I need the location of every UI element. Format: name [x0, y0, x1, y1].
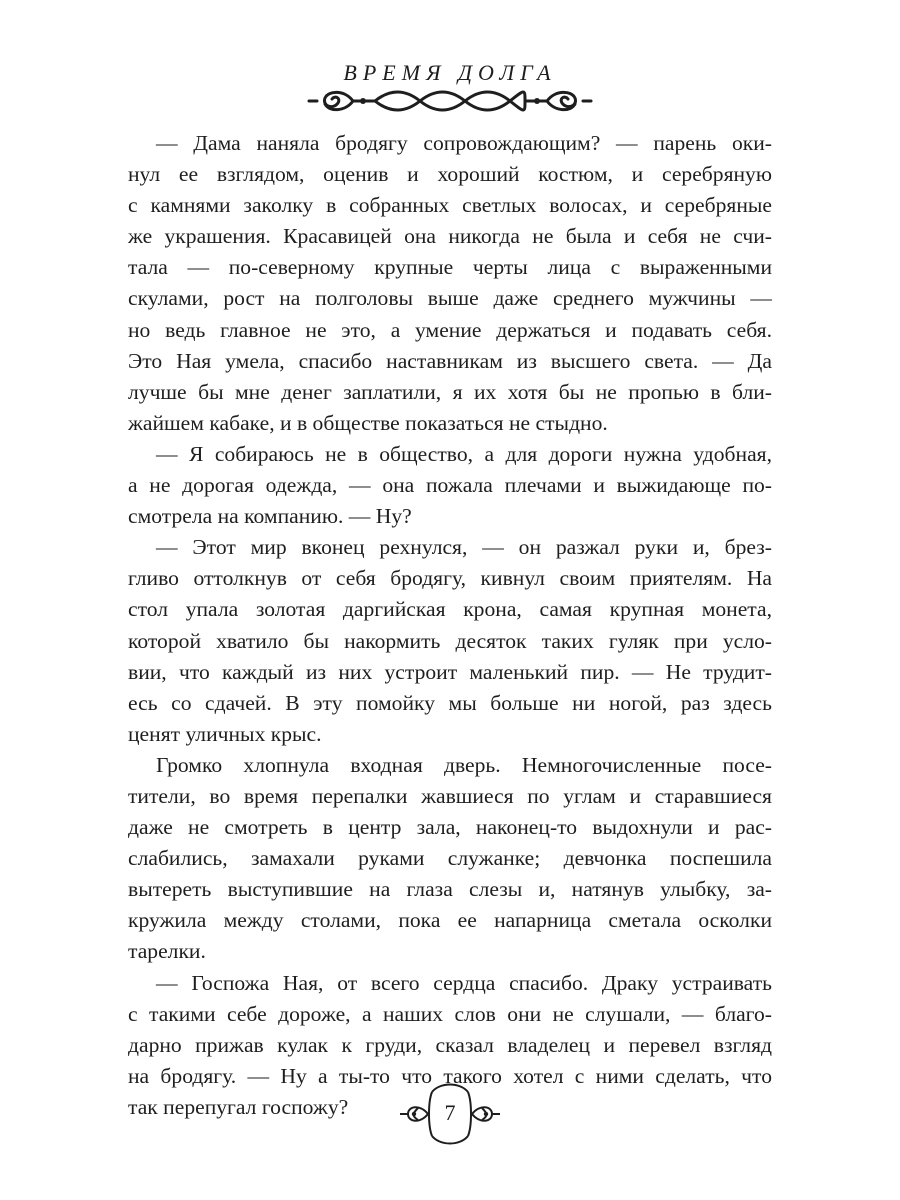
text-line: Громко хлопнула входная дверь. Немногочисленные посе-	[156, 752, 772, 777]
text-line: но ведь главное не это, а умение держаться и подавать себя.	[128, 317, 772, 342]
page-number-frame	[398, 1078, 502, 1150]
header-ornament-icon	[305, 84, 595, 118]
text-line: тители, во время перепалки жавшиеся по углам и старавшиеся	[128, 783, 772, 808]
text-line: с такими себе дороже, а наших слов они не слушали, — благо-	[128, 1001, 772, 1026]
text-line: смотрела на компанию. — Ну?	[128, 504, 412, 529]
text-line: ценят уличных крыс.	[128, 721, 322, 746]
text-line: вии, что каждый из них устроит маленький пир. — Не трудит-	[128, 659, 772, 684]
running-title: ВРЕМЯ ДОЛГА	[343, 60, 557, 85]
text-line: тарелки.	[128, 939, 206, 964]
text-line: кружила между столами, пока ее напарница сметала осколки	[128, 908, 772, 933]
text-line: — Госпожа Ная, от всего сердца спасибо. Драку устраивать	[156, 970, 772, 995]
text-line: жайшем кабаке, и в обществе показаться не стыдно.	[128, 410, 608, 435]
text-line: на бродягу. — Ну а ты-то что такого хотел с ними сделать, что	[128, 1063, 772, 1088]
text-line: же украшения. Красавицей она никогда не была и себя не счи-	[128, 224, 772, 249]
text-line: слабились, замахали руками служанке; девчонка поспешила	[128, 846, 772, 871]
text-line: Это Ная умела, спасибо наставникам из высшего света. — Да	[128, 348, 772, 373]
text-line: с камнями заколку в собранных светлых волосах, и серебряные	[128, 193, 772, 218]
text-line: тала — по-северному крупные черты лица с выраженными	[128, 255, 772, 280]
text-line: даже не смотреть в центр зала, наконец-то выдохнули и рас-	[128, 815, 772, 840]
text-line: так перепугал госпожу?	[128, 1094, 349, 1119]
text-line: есь со сдачей. В эту помойку мы больше ни ногой, раз здесь	[128, 690, 772, 715]
text-line: лучше бы мне денег заплатили, я их хотя бы не пропью в бли-	[128, 379, 772, 404]
text-line: скулами, рост на полголовы выше даже среднего мужчины —	[128, 286, 772, 311]
text-line: стол упала золотая даргийская крона, самая крупная монета,	[128, 597, 772, 622]
text-line: а не дорогая одежда, — она пожала плечами и выжидающе по-	[128, 473, 772, 498]
text-line: гливо оттолкнув от себя бродягу, кивнул своим приятелям. На	[128, 566, 772, 591]
text-line: вытереть выступившие на глаза слезы и, натянув улыбку, за-	[128, 877, 772, 902]
text-line: — Дама наняла бродягу сопровождающим? — парень оки-	[156, 131, 772, 155]
text-line: — Этот мир вконец рехнулся, — он разжал руки и, брез-	[156, 535, 772, 560]
text-line: нул ее взглядом, оценив и хороший костюм, и серебряную	[128, 162, 772, 187]
text-line: — Я собираюсь не в общество, а для дороги нужна удобная,	[156, 441, 772, 466]
body-text	[128, 128, 772, 1123]
text-line: дарно прижав кулак к груди, сказал владелец и перевел взгляд	[128, 1032, 772, 1057]
text-line: которой хватило бы накормить десяток таких гуляк при усло-	[128, 628, 772, 653]
page-number: 7	[444, 1100, 456, 1125]
